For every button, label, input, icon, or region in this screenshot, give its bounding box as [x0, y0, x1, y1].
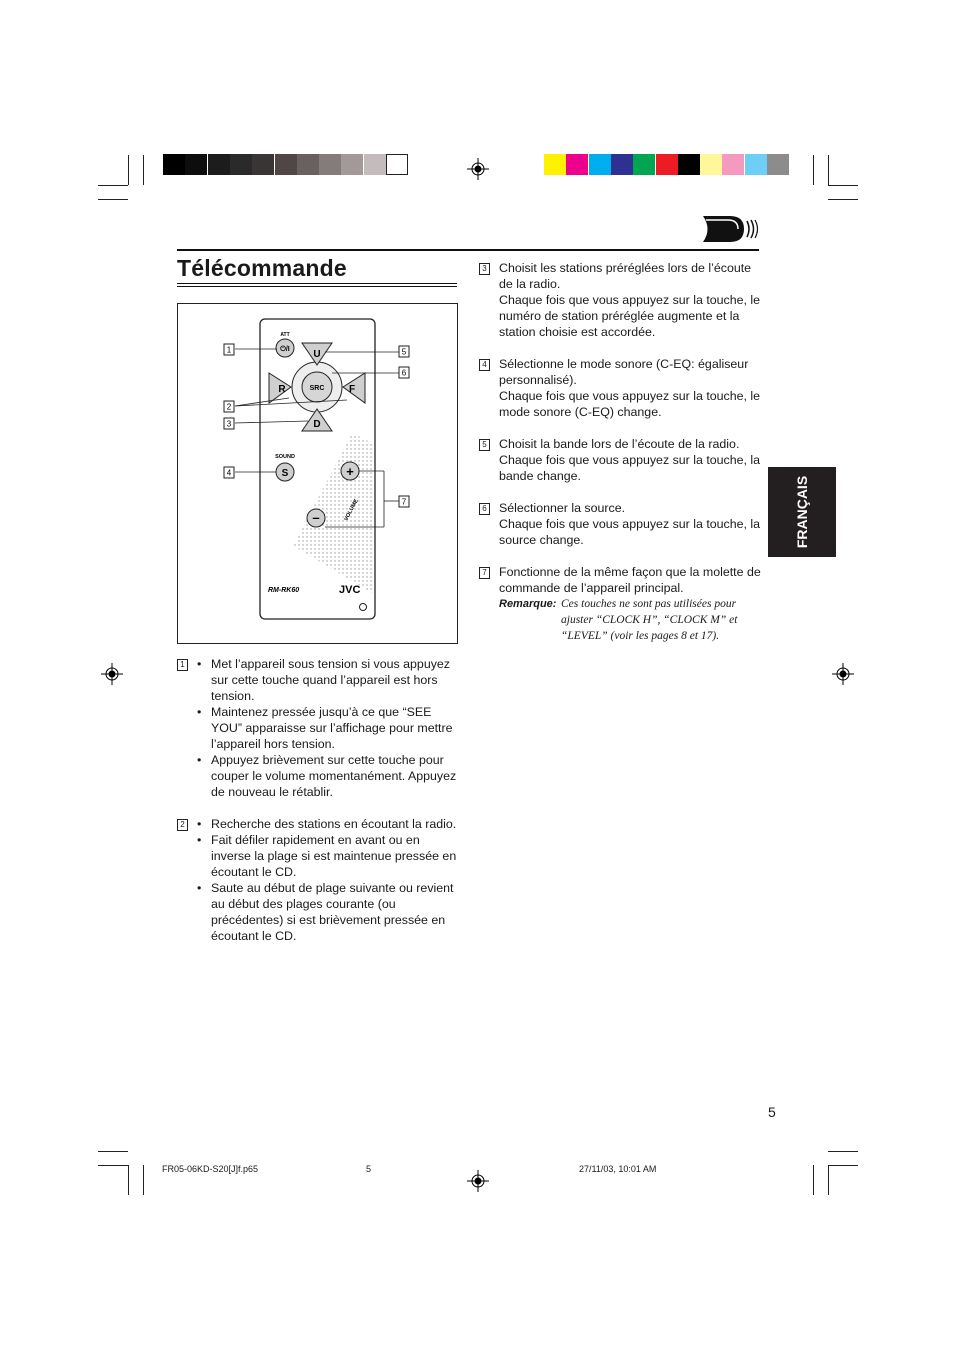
bullet: • Fait défiler rapidement en avant ou en inverse la plage si est maintenue pressée en écoutant le CD. [197, 832, 462, 880]
calibration-swatch [386, 154, 408, 175]
item-text-2: Chaque fois que vous appuyez sur la touche, le numéro de station préréglée augmente et la station choisie est accordée. [499, 293, 761, 339]
calibration-swatch [611, 154, 633, 175]
remark-text: Ces touches ne sont pas utilisées pour ajuster “CLOCK H”, “CLOCK M” et “LEVEL” (voir les pages 8 et 17). [561, 598, 738, 642]
calibration-swatch [230, 154, 252, 175]
btn-d: D [313, 419, 321, 430]
calibration-swatch [678, 154, 700, 175]
right-item-5 [479, 436, 761, 484]
btn-r: R [278, 384, 286, 395]
registration-mark-left [101, 663, 123, 685]
btn-f: F [348, 384, 356, 395]
callout-1: 1 [226, 345, 232, 355]
calibration-swatch [185, 154, 207, 175]
calibration-swatch [341, 154, 363, 175]
calibration-swatch [589, 154, 611, 175]
item-text-2: Chaque fois que vous appuyez sur la touche, la source change. [499, 517, 761, 547]
item-text: Choisit la bande lors de l’écoute de la radio. [499, 437, 740, 451]
callout-4: 4 [226, 468, 232, 478]
calibration-swatch [656, 154, 678, 175]
right-item-4 [479, 356, 761, 420]
left-item-2 [177, 816, 462, 944]
left-item-1 [177, 656, 462, 800]
header-rule [177, 249, 759, 251]
model-label: RM-RK60 [268, 587, 300, 594]
btn-minus: – [312, 510, 320, 525]
calibration-swatch [566, 154, 588, 175]
item-number: 4 [479, 359, 490, 371]
calibration-swatch [633, 154, 655, 175]
calibration-swatch [745, 154, 767, 175]
item-text-2: Chaque fois que vous appuyez sur la touche, la bande change. [499, 453, 761, 483]
right-item-7 [479, 564, 761, 596]
item-number: 3 [479, 263, 490, 275]
bullet: • Maintenez pressée jusqu’à ce que “SEE YOU” apparaisse sur l’affichage pour mettre l’appareil hors tension. [197, 704, 462, 752]
title-underline-2 [177, 286, 457, 287]
bullet: • Saute au début de plage suivante ou revient au début des plages courante (ou précédentes) si est brièvement pressée en écoutant le CD. [197, 880, 462, 944]
item-text: Fonctionne de la même façon que la molette de commande de l’appareil principal. [499, 565, 761, 595]
page-title: Télécommande [177, 255, 347, 281]
calibration-swatch [163, 154, 185, 175]
volume-label: VOLUME [343, 498, 360, 522]
item-number: 6 [479, 503, 490, 515]
brand-label: JVC [339, 584, 361, 596]
callout-5: 5 [401, 347, 407, 357]
footer-date: 27/11/03, 10:01 AM [579, 1164, 657, 1174]
registration-mark-bottom [467, 1170, 489, 1192]
remark-label: Remarque: [499, 598, 557, 610]
btn-power: ⏻/I [280, 346, 290, 353]
calibration-swatch [767, 154, 789, 175]
callout-6: 6 [401, 368, 407, 378]
calibration-swatch [297, 154, 319, 175]
btn-plus: + [346, 464, 354, 479]
calibration-swatch [544, 154, 566, 175]
registration-mark-top [467, 158, 489, 180]
calibration-swatch [275, 154, 297, 175]
calibration-swatch [319, 154, 341, 175]
item-number: 7 [479, 567, 490, 579]
bullet: • Appuyez brièvement sur cette touche pour couper le volume momentanément. Appuyez de nouveau le rétablir. [197, 752, 462, 800]
item-text: Sélectionner la source. [499, 501, 626, 515]
item-text: Sélectionne le mode sonore (C-EQ: égaliseur personnalisé). [499, 357, 749, 387]
bullet: • Recherche des stations en écoutant la radio. [197, 816, 462, 832]
att-label: ATT [280, 332, 290, 338]
calibration-swatch [700, 154, 722, 175]
item-number: 2 [177, 819, 188, 831]
item-number: 5 [479, 439, 490, 451]
section-arrow-icon [700, 212, 760, 246]
bullet: • Met l’appareil sous tension si vous appuyez sur cette touche quand l’appareil est hors tension. [197, 656, 462, 704]
page-number: 5 [768, 1104, 776, 1120]
btn-u: U [313, 349, 321, 360]
item-text-2: Chaque fois que vous appuyez sur la touche, le mode sonore (C-EQ) change. [499, 389, 761, 419]
footer-page: 5 [366, 1164, 372, 1174]
callout-7: 7 [401, 497, 407, 507]
right-item-6 [479, 500, 761, 548]
right-item-3 [479, 260, 761, 340]
item-text: Choisit les stations préréglées lors de l’écoute de la radio. [499, 261, 752, 291]
callout-3: 3 [226, 419, 232, 429]
sound-label: SOUND [275, 454, 295, 460]
remote-control-illustration [177, 303, 458, 644]
item-number: 1 [177, 659, 188, 671]
btn-s: S [281, 468, 289, 479]
calibration-swatch [252, 154, 274, 175]
language-tab [768, 467, 836, 557]
language-tab-label: FRANÇAIS [794, 475, 810, 549]
registration-mark-right [832, 663, 854, 685]
footer-file: FR05-06KD-S20[J]f.p65 [162, 1164, 259, 1174]
title-underline [177, 283, 457, 284]
btn-src: SRC [309, 385, 325, 392]
calibration-swatch [722, 154, 744, 175]
calibration-swatch [208, 154, 230, 175]
calibration-swatch [364, 154, 386, 175]
remark [499, 596, 761, 644]
callout-2: 2 [226, 402, 232, 412]
